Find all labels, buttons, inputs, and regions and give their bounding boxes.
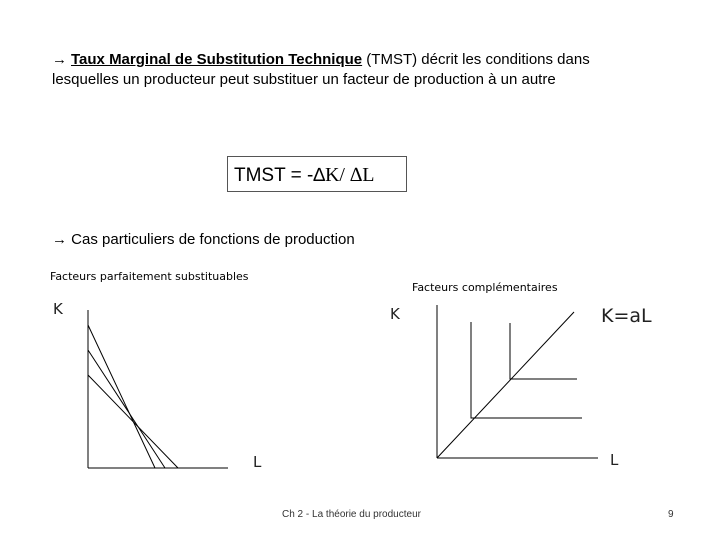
arrow-icon: → xyxy=(52,51,67,68)
left-isoquant-2 xyxy=(88,350,165,468)
right-graph-caption: Facteurs complémentaires xyxy=(412,281,558,294)
left-y-axis-label: K xyxy=(53,300,63,318)
left-isoquant-1 xyxy=(88,325,155,468)
slide-footer: Ch 2 - La théorie du producteur xyxy=(282,509,421,520)
left-graph xyxy=(88,310,228,468)
right-y-axis-label: K xyxy=(390,305,400,323)
formula-prefix: TMST = -∆ xyxy=(234,165,325,186)
left-isoquant-3 xyxy=(88,375,178,468)
intro-term: Taux Marginal de Substitution Technique xyxy=(71,51,363,68)
left-graph-caption: Facteurs parfaitement substituables xyxy=(50,270,249,283)
ray-equation-label: K=aL xyxy=(601,305,652,327)
left-x-axis-label: L xyxy=(253,453,262,471)
right-isoquant-2 xyxy=(510,323,577,379)
cases-text: Cas particuliers de fonctions de production xyxy=(71,231,355,248)
page-number: 9 xyxy=(668,509,674,520)
right-graph xyxy=(437,305,598,458)
right-x-axis-label: L xyxy=(610,451,619,469)
formula-expression: K/ ∆L xyxy=(324,164,375,186)
expansion-ray xyxy=(437,312,574,458)
intro-text: (TMST) décrit les conditions dans lesquelles un producteur peut substituer un facteur de production à un autre xyxy=(52,51,590,88)
arrow-icon: → xyxy=(52,231,67,248)
